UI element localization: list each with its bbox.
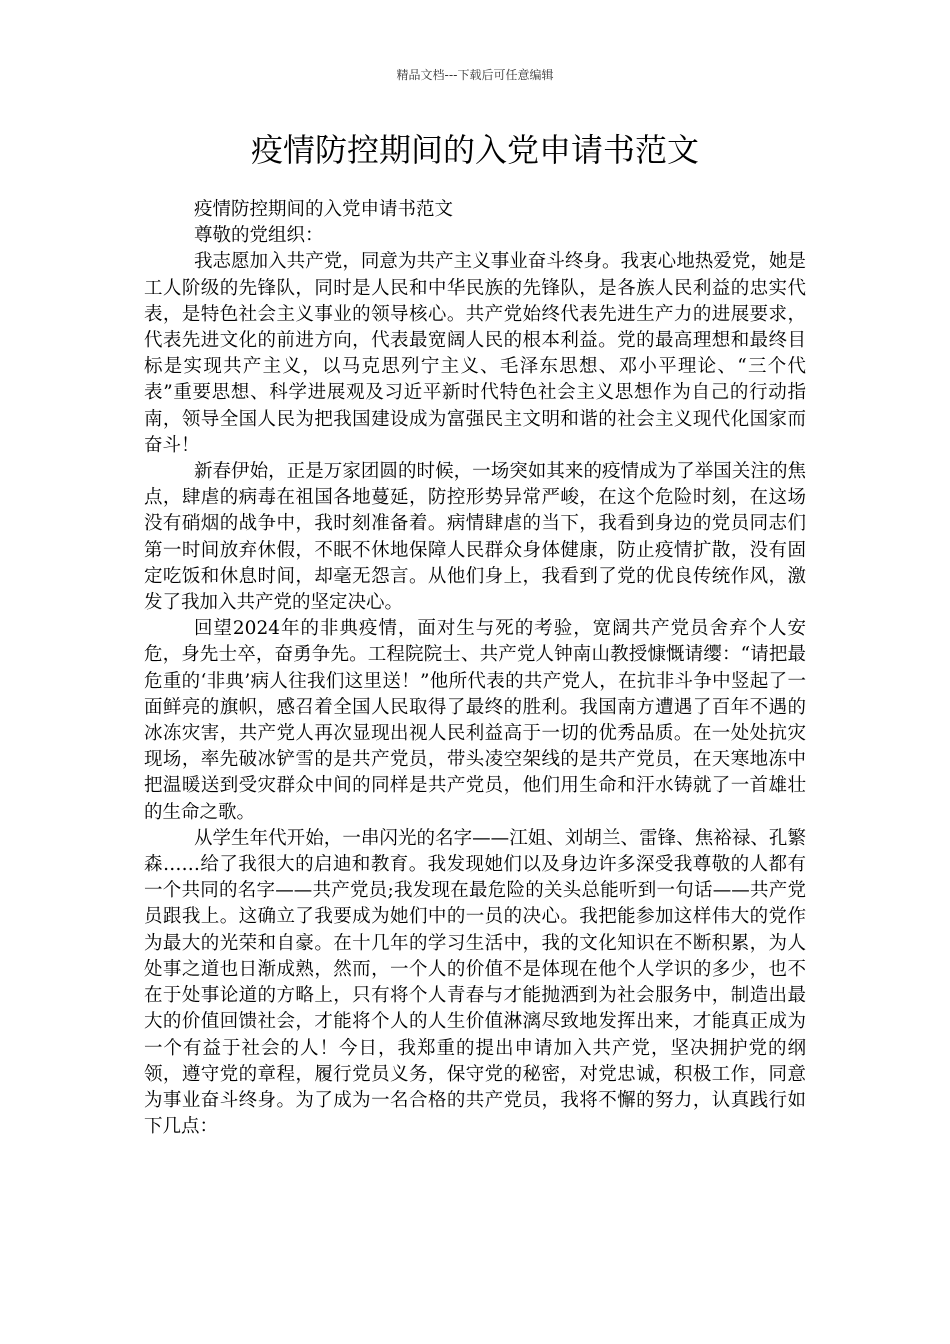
document-subtitle: 疫情防控期间的入党申请书范文: [193, 199, 453, 220]
paragraph-intro: 我志愿加入共产党，同意为共产主义事业奋斗终身。我衷心地热爱党，她是工人阶级的先锋队，同时是人民和中华民族的先锋队，是各族人民利益的忠实代表，是特色社会主义事业的领导核心。共产党始终代表先进生产力的进展要求，代表先进文化的前进方向，代表最宽阔人民的根本利益。党的最高理想和最终目标是实现共产主义，以马克思列宁主义、毛泽东思想、邓小平理论、“三个代表”重要思想、科学进展观及习近平新时代特色社会主义思想作为自己的行动指南，领导全国人民为把我国建设成为富强民主文明和谐的社会主义现代化国家而奋斗！: [144, 251, 806, 456]
header-note: 精品文档---下载后可任意编辑: [396, 68, 554, 82]
paragraph-resolution: 从学生年代开始，一串闪光的名字——江姐、刘胡兰、雷锋、焦裕禄、孔繁森……给了我很大的启迪和教育。我发现她们以及身边许多深受我尊敬的人都有一个共同的名字——共产党员;我发现在最危险的关头总能听到一句话——共产党员跟我上。这确立了我要成为她们中的一员的决心。我把能参加这样伟大的党作为最大的光荣和自豪。在十几年的学习生活中，我的文化知识在不断积累，为人处事之道也日渐成熟，然而，一个人的价值不是体现在他个人学识的多少，也不在于处事论道的方略上，只有将个人青春与才能抛洒到为社会服务中，制造出最大的价值回馈社会，才能将个人的人生价值淋漓尽致地发挥出来，才能真正成为一个有益于社会的人！今日，我郑重的提出申请加入共产党，坚决拥护党的纲领，遵守党的章程，履行党员义务，保守党的秘密，对党忠诚，积极工作，同意为事业奋斗终身。为了成为一名合格的共产党员，我将不懈的努力，认真践行如下几点：: [144, 827, 806, 1138]
salutation: 尊敬的党组织：: [193, 225, 324, 247]
paragraph-sars-review: 回望2024年的非典疫情，面对生与死的考验，宽阔共产党员舍弃个人安危，身先士卒，奋勇争先。工程院院士、共产党人钟南山教授慷慨请缨：“请把最危重的‘非典’病人往我们这里送！”他所代表的共产党人，在抗非斗争中竖起了一面鲜亮的旗帜，感召着全国人民取得了最终的胜利。我国南方遭遇了百年不遇的冰冻灾害，共产党人再次显现出视人民利益高于一切的优秀品质。在一处处抗灾现场，率先破冰铲雪的是共产党员，带头凌空架线的是共产党员，在天寒地冻中把温暖送到受灾群众中间的同样是共产党员，他们用生命和汗水铸就了一首雄壮的生命之歌。: [144, 618, 806, 823]
document-title: 疫情防控期间的入党申请书范文: [250, 131, 699, 169]
document-body: [144, 197, 806, 1140]
paragraph-epidemic: 新春伊始，正是万家团圆的时候，一场突如其来的疫情成为了举国关注的焦点，肆虐的病毒在祖国各地蔓延，防控形势异常严峻，在这个危险时刻，在这场没有硝烟的战争中，我时刻准备着。病情肆虐的当下，我看到身边的党员同志们第一时间放弃休假，不眠不休地保障人民群众身体健康，防止疫情扩散，没有固定吃饭和休息时间，却毫无怨言。从他们身上，我看到了党的优良传统作风，激发了我加入共产党的坚定决心。: [144, 461, 806, 614]
